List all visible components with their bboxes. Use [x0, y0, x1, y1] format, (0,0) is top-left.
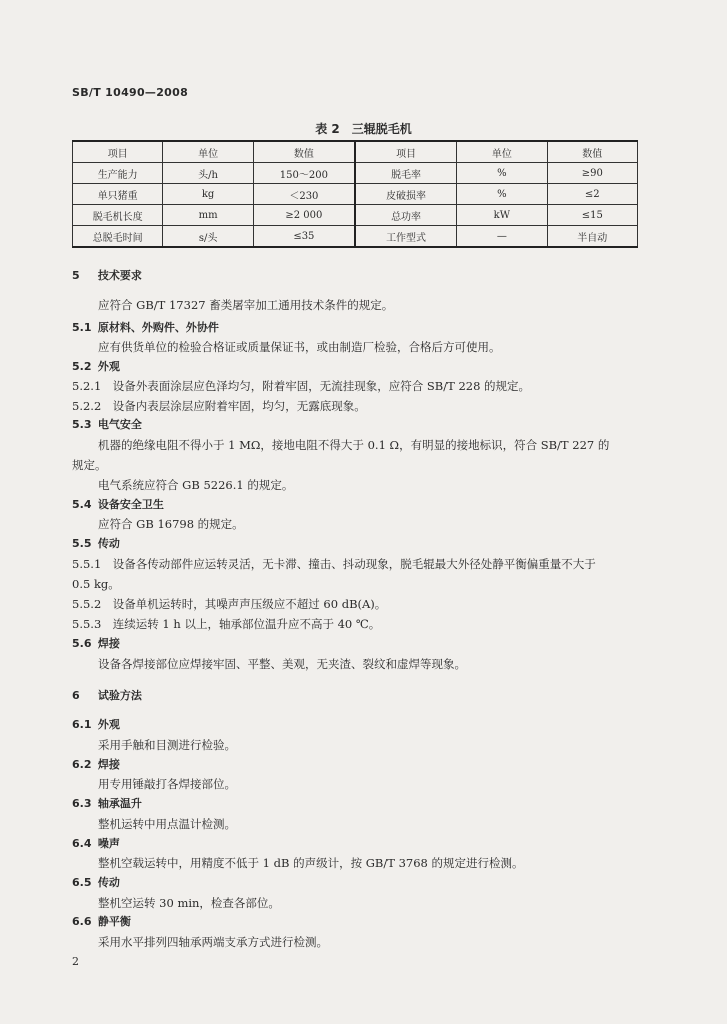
section-heading-5-6	[72, 636, 120, 652]
section-number: 6.6	[72, 915, 92, 928]
section-heading-6-3	[72, 796, 142, 812]
table-header-cell: 项目	[355, 141, 457, 163]
section-6-4-text: 整机空载运转中，用精度不低于 1 dB 的声级计，按 GB/T 3768 的规定进行检测。	[98, 856, 524, 870]
table-header-cell: 单位	[457, 141, 547, 163]
section-5-3-text2: 电气系统应符合 GB 5226.1 的规定。	[98, 478, 294, 492]
table-cell: ＜230	[253, 184, 355, 205]
table-cell: ≥2 000	[253, 205, 355, 226]
section-heading-5-1	[72, 320, 219, 336]
section-title: 试验方法	[97, 689, 142, 702]
section-number: 5	[72, 269, 80, 282]
section-heading-6	[72, 688, 142, 704]
table-cell: ≤35	[253, 226, 355, 248]
table-cell: 总功率	[355, 205, 457, 226]
table-cell: kg	[163, 184, 253, 205]
section-heading-5	[72, 268, 142, 284]
table-title: 表 2 三辊脱毛机	[315, 122, 412, 136]
clause-5-5-1-line2: 0.5 kg。	[72, 577, 120, 591]
section-6-6-text: 采用水平排列四轴承两端支承方式进行检测。	[98, 935, 328, 949]
section-5-3-text-line2: 规定。	[72, 458, 107, 472]
section-6-5-text: 整机空运转 30 min，检查各部位。	[98, 896, 280, 910]
clause-5-5-3	[72, 616, 380, 632]
table-cell: 150～200	[253, 163, 355, 184]
section-number: 6.2	[72, 758, 92, 771]
clause-5-5-1-line1	[72, 556, 596, 572]
table-header-row	[73, 141, 638, 163]
section-5-6-text: 设备各焊接部位应焊接牢固、平整、美观，无夹渣、裂纹和虚焊等现象。	[98, 657, 466, 671]
section-number: 5.6	[72, 637, 92, 650]
section-number: 6.1	[72, 718, 92, 731]
table-cell: 头/h	[163, 163, 253, 184]
section-title: 轴承温升	[97, 797, 142, 810]
table-cell: s/头	[163, 226, 253, 248]
table-header-cell: 项目	[73, 141, 163, 163]
section-number: 6.5	[72, 876, 92, 889]
table-cell: ≥90	[547, 163, 637, 184]
table-row	[73, 226, 638, 248]
section-title: 设备安全卫生	[97, 498, 164, 511]
clause-5-2-1	[72, 378, 530, 394]
section-title: 噪声	[97, 837, 120, 850]
section-number: 6.3	[72, 797, 92, 810]
section-heading-5-4	[72, 497, 164, 513]
table-cell: mm	[163, 205, 253, 226]
clause-text: 设备单机运转时，其噪声声压级应不超过 60 dB(A)。	[112, 597, 387, 611]
table-cell: 生产能力	[73, 163, 163, 184]
table-row	[73, 163, 638, 184]
section-5-3-text-line1: 机器的绝缘电阻不得小于 1 MΩ，接地电阻不得大于 0.1 Ω，有明显的接地标识，符合 SB/T 227 的	[98, 438, 610, 452]
section-title: 外观	[97, 718, 120, 731]
section-5-text: 应符合 GB/T 17327 畜类屠宰加工通用技术条件的规定。	[98, 298, 394, 312]
clause-5-2-2	[72, 398, 366, 414]
section-heading-6-5	[72, 875, 120, 891]
section-heading-6-2	[72, 757, 120, 773]
clause-number: 5.2.1	[72, 379, 102, 393]
specification-table	[72, 140, 638, 248]
section-heading-6-6	[72, 914, 131, 930]
table-cell: 脱毛机长度	[73, 205, 163, 226]
table-row	[73, 205, 638, 226]
section-title: 电气安全	[97, 418, 142, 431]
section-number: 5.2	[72, 360, 92, 373]
section-heading-6-1	[72, 717, 120, 733]
section-title: 传动	[97, 876, 120, 889]
table-cell: %	[457, 184, 547, 205]
table-header-cell: 单位	[163, 141, 253, 163]
section-5-1-text: 应有供货单位的检验合格证或质量保证书，或由制造厂检验，合格后方可使用。	[98, 340, 501, 354]
clause-text: 设备内表层涂层应附着牢固，均匀，无露底现象。	[112, 399, 366, 413]
section-heading-5-5	[72, 536, 120, 552]
section-heading-6-4	[72, 836, 120, 852]
table-cell: 半自动	[547, 226, 637, 248]
section-number: 5.3	[72, 418, 92, 431]
table-cell: 脱毛率	[355, 163, 457, 184]
table-cell: %	[457, 163, 547, 184]
section-number: 6	[72, 689, 80, 702]
section-title: 原材料、外购件、外协件	[97, 321, 219, 334]
table-cell: 总脱毛时间	[73, 226, 163, 248]
section-title: 传动	[97, 537, 120, 550]
section-heading-5-2	[72, 359, 120, 375]
page-number: 2	[72, 955, 79, 968]
clause-text: 设备外表面涂层应色泽均匀，附着牢固，无流挂现象，应符合 SB/T 228 的规定。	[112, 379, 531, 393]
standard-code-header: SB/T 10490—2008	[72, 86, 189, 99]
clause-text: 连续运转 1 h 以上，轴承部位温升应不高于 40 ℃。	[112, 617, 381, 631]
clause-5-5-2	[72, 596, 386, 612]
table-cell: kW	[457, 205, 547, 226]
section-number: 5.1	[72, 321, 92, 334]
clause-text: 设备各传动部件应运转灵活，无卡滞、撞击、抖动现象，脱毛辊最大外径处静平衡偏重量不大于	[112, 557, 596, 571]
section-title: 外观	[97, 360, 120, 373]
section-number: 6.4	[72, 837, 92, 850]
table-row	[73, 184, 638, 205]
section-number: 5.5	[72, 537, 92, 550]
table-header-cell: 数值	[253, 141, 355, 163]
clause-number: 5.2.2	[72, 399, 102, 413]
table-header-cell: 数值	[547, 141, 637, 163]
table-cell: 工作型式	[355, 226, 457, 248]
section-title: 技术要求	[97, 269, 142, 282]
section-heading-5-3	[72, 417, 142, 433]
clause-number: 5.5.1	[72, 557, 102, 571]
section-6-2-text: 用专用锤敲打各焊接部位。	[98, 777, 236, 791]
section-6-3-text: 整机运转中用点温计检测。	[98, 817, 236, 831]
section-title: 焊接	[97, 758, 120, 771]
section-6-1-text: 采用手触和目测进行检验。	[98, 738, 236, 752]
table-cell: —	[457, 226, 547, 248]
clause-number: 5.5.2	[72, 597, 102, 611]
section-title: 焊接	[97, 637, 120, 650]
section-title: 静平衡	[97, 915, 131, 928]
table-cell: ≤15	[547, 205, 637, 226]
table-cell: 单只猪重	[73, 184, 163, 205]
section-5-4-text: 应符合 GB 16798 的规定。	[98, 517, 244, 531]
table-cell: 皮破损率	[355, 184, 457, 205]
section-number: 5.4	[72, 498, 92, 511]
clause-number: 5.5.3	[72, 617, 102, 631]
table-cell: ≤2	[547, 184, 637, 205]
